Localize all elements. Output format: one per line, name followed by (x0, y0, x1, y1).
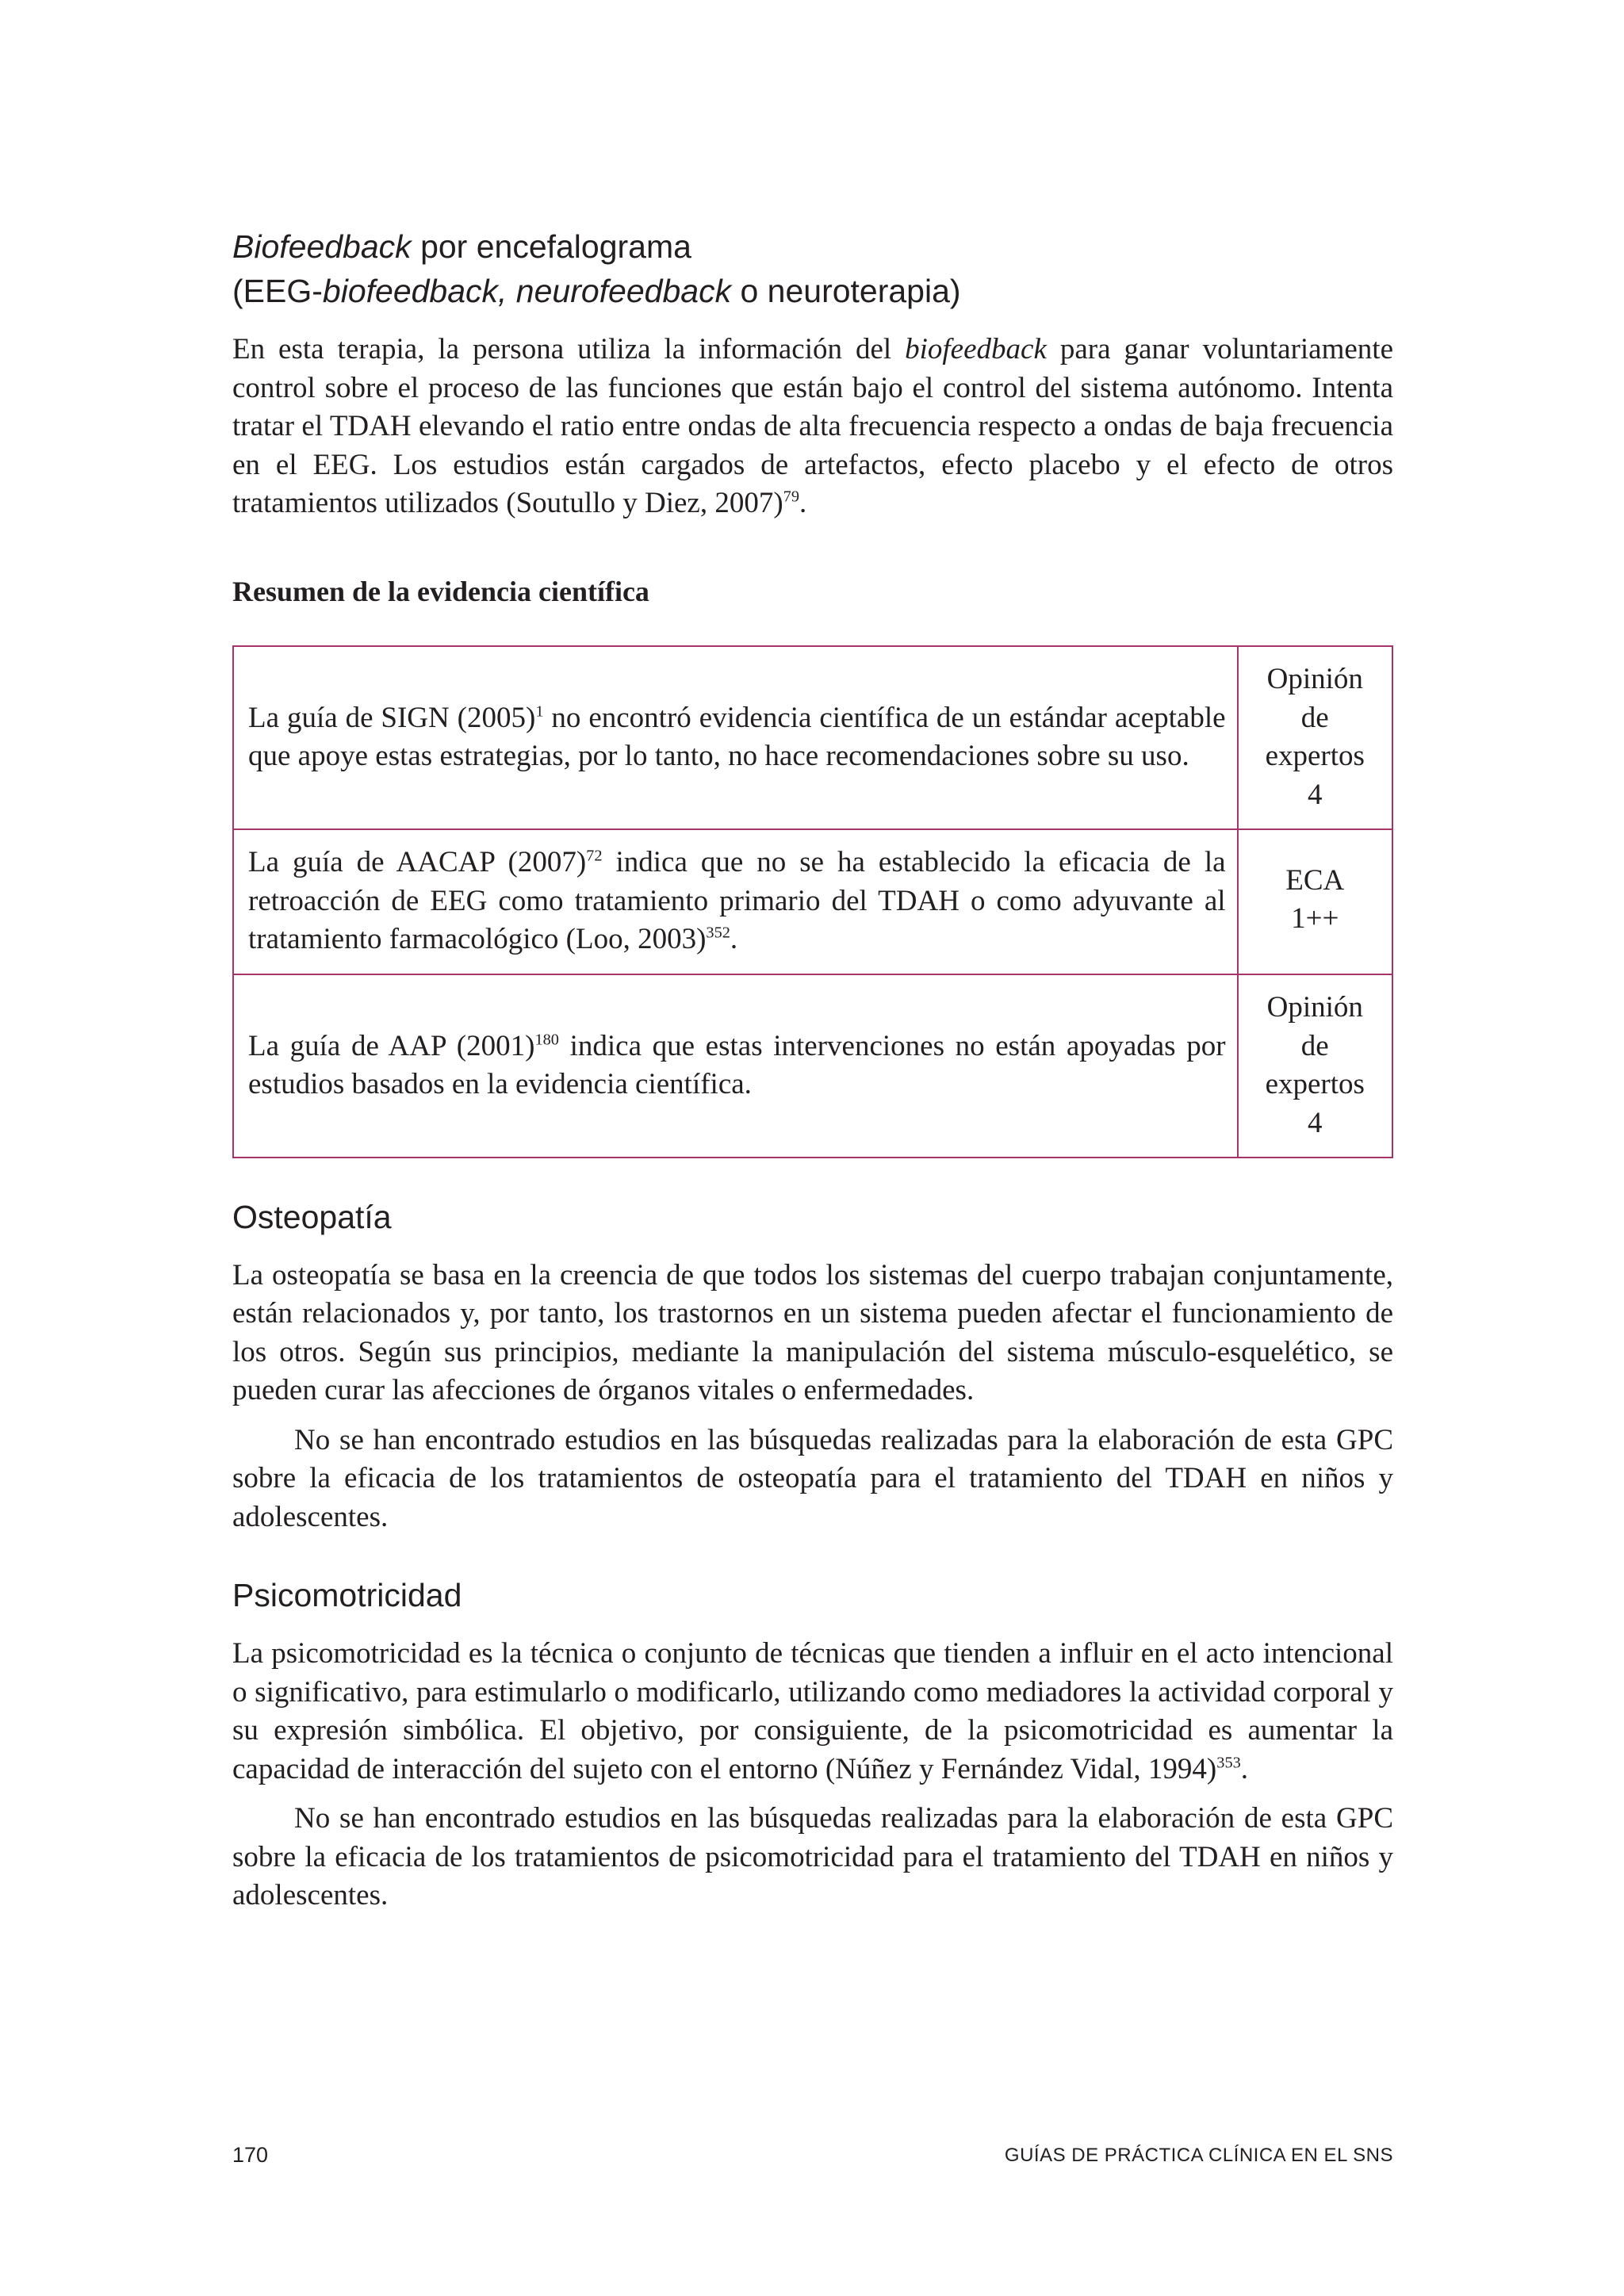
evidence-text: La guía de SIGN (2005) (248, 701, 536, 734)
reference-superscript: 79 (783, 488, 799, 506)
paragraph-biofeedback-italic: biofeedback (905, 333, 1047, 365)
reference-superscript: 353 (1216, 1754, 1241, 1772)
evidence-level-text: 4 (1308, 1106, 1323, 1139)
paragraph-biofeedback-part1: En esta terapia, la persona utiliza la información del (232, 333, 906, 365)
evidence-level-text: de (1300, 701, 1329, 734)
paragraph-psicomotricidad-text: La psicomotricidad es la técnica o conjunto de técnicas que tienden a influir en el acto intencional o significativo, para estimularlo o modificarlo, utilizando como mediadores la actividad corporal y su expresión simbólica. El objetivo, por consiguiente, de la psicomotricidad es aumentar la capacidad de interacción del sujeto con el entorno (Núñez y Fernández Vidal, 1994) (232, 1637, 1393, 1785)
paragraph-psicomotricidad-end: . (1240, 1752, 1249, 1785)
heading-biofeedback-rest: por encefalograma (411, 228, 691, 265)
evidence-text: no encontró evidencia científica de un estándar aceptable que apoye estas estrategias, por lo tanto, no hace recomendaciones sobre su uso. (248, 701, 1226, 772)
table-row (233, 974, 1392, 1158)
heading-biofeedback (232, 224, 1393, 313)
evidence-text: La guía de AAP (2001) (248, 1029, 535, 1062)
evidence-level-text: ECA (1285, 863, 1345, 897)
evidence-text: . (730, 923, 738, 956)
heading-biofeedback-l2-rest: o neuroterapia) (731, 273, 961, 309)
evidence-level-text: Opinión (1266, 663, 1363, 695)
heading-biofeedback-l2-open: (EEG- (232, 273, 323, 309)
heading-biofeedback-italic: Biofeedback (232, 228, 412, 265)
paragraph-osteopatia-1: La osteopatía se basa en la creencia de que todos los sistemas del cuerpo trabajan conjuntamente, están relacionados y, por tanto, los trastornos en un sistema pueden afectar el funcionamiento de los otros. Según sus principios, mediante la manipulación del sistema músculo-esquelético, se pueden curar las afecciones de órganos vitales o enfermedades. (232, 1258, 1393, 1406)
evidence-text: indica que no se ha establecido la eficacia de la retroacción de EEG como tratamiento primario del TDAH o como adyuvante al tratamiento farmacológico (Loo, 2003) (248, 846, 1226, 956)
publication-title: GUÍAS DE PRÁCTICA CLÍNICA EN EL SNS (1004, 2145, 1393, 2166)
page-content (232, 224, 1393, 1915)
heading-psicomotricidad: Psicomotricidad (232, 1577, 462, 1613)
paragraph-biofeedback-part2: para ganar voluntariamente control sobre el proceso de las funciones que están bajo el control del sistema autónomo. Intenta tratar el TDAH elevando el ratio entre ondas de alta frecuencia respecto a ondas de baja frecuencia en el EEG. Los estudios están cargados de artefactos, efecto placebo y el efecto de otros tratamientos utilizados (Soutullo y Diez, 2007) (232, 333, 1393, 519)
evidence-level-text: expertos (1265, 1068, 1365, 1100)
evidence-text-cell (233, 974, 1238, 1158)
reference-superscript: 1 (535, 702, 544, 721)
reference-superscript: 180 (534, 1031, 559, 1049)
paragraph-biofeedback (232, 331, 1393, 523)
paragraph-psicomotricidad-2: No se han encontrado estudios en las búsquedas realizadas para la elaboración de esta GPC sobre la eficacia de los tratamientos de psicomotricidad para el tratamiento del TDAH en niños y adolescentes. (232, 1802, 1393, 1911)
evidence-level-text: 1++ (1291, 902, 1339, 935)
heading-biofeedback-l2-italic: biofeedback, neurofeedback (322, 273, 732, 309)
evidence-summary-title: Resumen de la evidencia científica (232, 575, 649, 607)
evidence-level-cell (1238, 646, 1392, 829)
reference-superscript: 72 (586, 847, 603, 865)
table-row (233, 646, 1392, 829)
paragraph-psicomotricidad-1 (232, 1635, 1393, 1789)
reference-superscript: 352 (706, 924, 730, 942)
evidence-level-text: expertos (1265, 740, 1365, 772)
page-number: 170 (232, 2143, 269, 2167)
evidence-level-text: Opinión (1266, 991, 1363, 1024)
paragraph-osteopatia-2: No se han encontrado estudios en las búsquedas realizadas para la elaboración de esta GPC sobre la eficacia de los tratamientos de osteopatía para el tratamiento del TDAH en niños y adolescentes. (232, 1423, 1393, 1533)
evidence-text-cell (233, 829, 1238, 974)
evidence-text: La guía de AACAP (2007) (248, 846, 587, 879)
evidence-table (232, 645, 1393, 1158)
evidence-level-cell (1238, 974, 1392, 1158)
evidence-level-text: 4 (1308, 778, 1323, 811)
paragraph-biofeedback-end: . (799, 487, 807, 519)
evidence-level-text: de (1300, 1029, 1329, 1062)
heading-osteopatia: Osteopatía (232, 1198, 392, 1235)
table-row (233, 829, 1392, 974)
evidence-text: indica que estas intervenciones no están apoyadas por estudios basados en la evidencia científica. (248, 1029, 1226, 1100)
evidence-level-cell (1238, 829, 1392, 974)
evidence-text-cell (233, 646, 1238, 829)
